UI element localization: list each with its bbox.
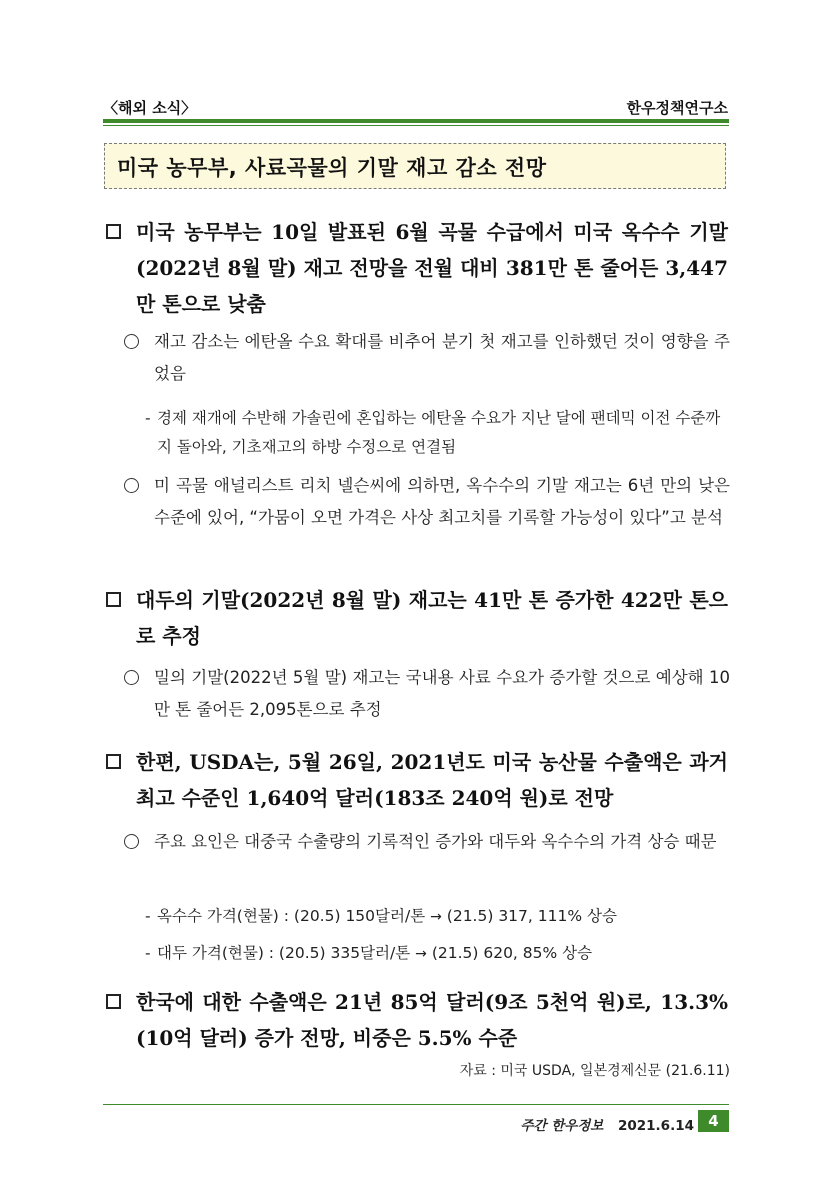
circle-bullet-icon: [124, 334, 139, 349]
sub-text: 재고 감소는 에탄올 수요 확대를 비추어 분기 첫 재고를 인하했던 것이 영향을 주었음: [154, 332, 730, 383]
sub-item-1: [124, 326, 730, 390]
arrow-right-icon: →: [415, 946, 427, 962]
sub-item-4: [124, 826, 730, 858]
header-rule-thin: [103, 125, 729, 126]
section-label: 〈해외 소식〉: [103, 99, 197, 117]
detail-text: 경제 재개에 수반해 가솔린에 혼입하는 에탄올 수요가 지난 달에 팬데믹 이전 수준까지 돌아와, 기초재고의 하방 수정으로 연결됨: [157, 409, 721, 456]
circle-bullet-icon: [124, 670, 139, 685]
circle-bullet-icon: [124, 834, 139, 849]
detail-text: [157, 902, 730, 932]
square-bullet-icon: [106, 754, 121, 769]
organization-name: 한우정책연구소: [626, 99, 728, 117]
detail-text: [157, 939, 730, 969]
source-note: 자료 : 미국 USDA, 일본경제신문 (21.6.11): [459, 1063, 730, 1079]
page-number: 4: [698, 1110, 729, 1132]
publication-name: 주간 한우정보: [520, 1118, 604, 1134]
arrow-right-icon: →: [430, 909, 442, 925]
dash-bullet-icon: -: [145, 944, 151, 962]
section-item-1: [106, 214, 728, 322]
section-text: 한국에 대한 수출액은 21년 85억 달러(9조 5천억 원)로, 13.3%(10억 달러) 증가 전망, 비중은 5.5% 수준: [136, 990, 728, 1050]
section-item-4: [106, 984, 728, 1056]
section-text: 한편, USDA는, 5월 26일, 2021년도 미국 농산물 수출액은 과거 최고 수준인 1,640억 달러(183조 240억 원)로 전망: [136, 750, 728, 810]
square-bullet-icon: [106, 224, 121, 239]
sub-item-3: [124, 662, 730, 726]
header-rule: [103, 119, 729, 123]
sub-text: 주요 요인은 대중국 수출량의 기록적인 증가와 대두와 옥수수의 가격 상승 때문: [154, 832, 717, 851]
dash-bullet-icon: -: [145, 409, 151, 427]
detail-item-2: [145, 902, 730, 932]
price-after: (21.5) 317, 111% 상승: [446, 907, 617, 925]
detail-item-3: [145, 939, 730, 969]
price-before: 대두 가격(현물) : (20.5) 335달러/톤: [157, 944, 411, 962]
sub-text: 밀의 기말(2022년 5월 말) 재고는 국내용 사료 수요가 증가할 것으로 예상해 10만 톤 줄어든 2,095톤으로 추정: [154, 668, 730, 719]
footer-info: [520, 1114, 694, 1134]
title-box: [104, 143, 726, 189]
detail-item-1: [145, 404, 730, 462]
page-title: 미국 농무부, 사료곡물의 기말 재고 감소 전망: [117, 156, 547, 180]
circle-bullet-icon: [124, 478, 139, 493]
price-after: (21.5) 620, 85% 상승: [431, 944, 593, 962]
sub-text: 미 곡물 애널리스트 리치 넬슨씨에 의하면, 옥수수의 기말 재고는 6년 만의 낮은 수준에 있어, “가뭄이 오면 가격은 사상 최고치를 기록할 가능성이 있다”고 분석: [154, 476, 730, 527]
section-text: 미국 농무부는 10일 발표된 6월 곡물 수급에서 미국 옥수수 기말 (2022년 8월 말) 재고 전망을 전월 대비 381만 톤 줄어든 3,447 만 톤으로 낮춤: [136, 220, 728, 316]
dash-bullet-icon: -: [145, 907, 151, 925]
sub-item-2: [124, 470, 730, 534]
square-bullet-icon: [106, 592, 121, 607]
section-item-2: [106, 582, 728, 654]
square-bullet-icon: [106, 994, 121, 1009]
section-text: 대두의 기말(2022년 8월 말) 재고는 41만 톤 증가한 422만 톤으로 추정: [136, 588, 728, 648]
publication-date: 2021.6.14: [617, 1118, 694, 1134]
price-before: 옥수수 가격(현물) : (20.5) 150달러/톤: [157, 907, 426, 925]
footer-rule: [103, 1104, 729, 1105]
section-item-3: [106, 744, 728, 816]
